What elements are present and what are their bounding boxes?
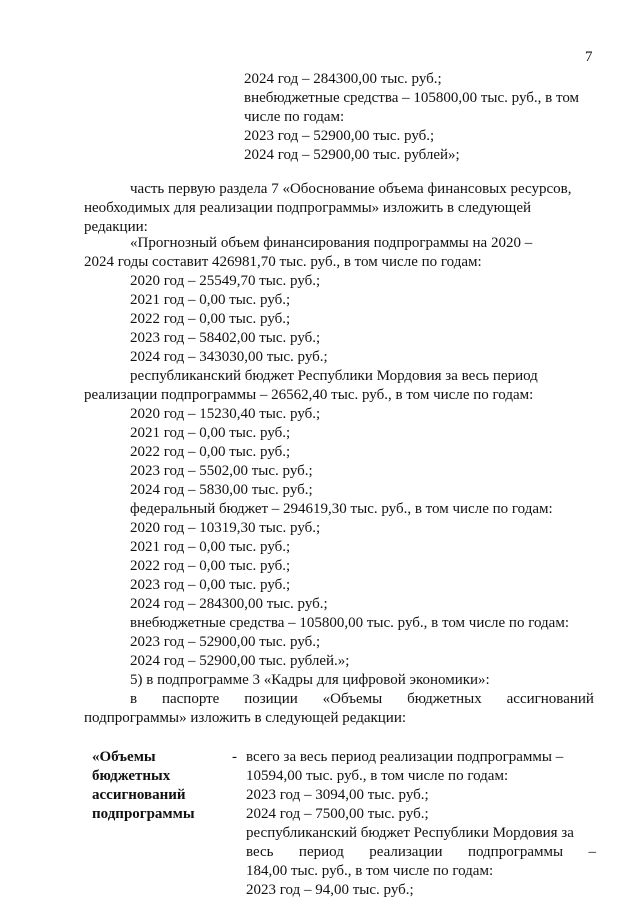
table-value-text: всего за весь период реализации подпрограммы – (246, 749, 564, 765)
year-line: 2022 год – 0,00 тыс. руб.; (130, 558, 291, 574)
table-dash: - (232, 749, 237, 765)
paragraph-line: часть первую раздела 7 «Обоснование объема финансовых ресурсов, (130, 181, 572, 197)
word: период (298, 844, 344, 860)
word: подпрограммы (467, 844, 564, 860)
paragraph-line: 5) в подпрограмме 3 «Кадры для цифровой экономики»: (130, 672, 490, 688)
year-line: 2023 год – 52900,00 тыс. руб.; (130, 634, 321, 650)
year-line: 2024 год – 52900,00 тыс. рублей.»; (130, 653, 350, 669)
table-label-line: бюджетных (92, 768, 171, 784)
paragraph-line: реализации подпрограммы – 26562,40 тыс. руб., в том числе по годам: (84, 387, 534, 403)
table-value-line (246, 843, 596, 861)
year-line: 2020 год – 25549,70 тыс. руб.; (130, 273, 321, 289)
word: – (588, 844, 596, 860)
word: реализации (369, 844, 443, 860)
paragraph-line: редакции: (84, 219, 148, 235)
text-line: числе по годам: (244, 109, 345, 125)
table-value-line: 2024 год – 7500,00 тыс. руб.; (246, 806, 429, 822)
word: в (130, 691, 138, 707)
word: бюджетных (407, 691, 482, 707)
text-line: 2024 год – 52900,00 тыс. рублей»; (244, 147, 460, 163)
table-value-line: республиканский бюджет Республики Мордовия за (246, 825, 574, 841)
word: позиции (244, 691, 298, 707)
paragraph-line (130, 690, 594, 708)
table-value-line (246, 748, 596, 766)
word: «Объемы (322, 691, 383, 707)
paragraph-line: федеральный бюджет – 294619,30 тыс. руб., в том числе по годам: (130, 501, 553, 517)
paragraph-line: республиканский бюджет Республики Мордовия за весь период (130, 368, 538, 384)
word: паспорте (161, 691, 220, 707)
table-label-line: ассигнований (92, 787, 186, 803)
year-line: 2021 год – 0,00 тыс. руб.; (130, 425, 291, 441)
text-line (244, 89, 594, 107)
table-label-line: подпрограммы (92, 806, 195, 822)
paragraph-line: внебюджетные средства – 105800,00 тыс. руб., в том числе по годам: (130, 615, 569, 631)
year-line: 2022 год – 0,00 тыс. руб.; (130, 311, 291, 327)
table-value-line: 2023 год – 3094,00 тыс. руб.; (246, 787, 429, 803)
word: весь (246, 844, 274, 860)
table-value-line: 10594,00 тыс. руб., в том числе по годам: (246, 768, 509, 784)
paragraph-line: подпрограммы» изложить в следующей редакции: (84, 710, 407, 726)
year-line: 2023 год – 58402,00 тыс. руб.; (130, 330, 321, 346)
paragraph-line: «Прогнозный объем финансирования подпрограммы на 2020 – (130, 235, 533, 251)
year-line: 2024 год – 343030,00 тыс. руб.; (130, 349, 328, 365)
page-number: 7 (585, 49, 593, 65)
paragraph-line: необходимых для реализации подпрограммы» изложить в следующей (84, 200, 532, 216)
year-line: 2023 год – 0,00 тыс. руб.; (130, 577, 291, 593)
table-value-line: 2023 год – 94,00 тыс. руб.; (246, 882, 414, 898)
year-line: 2020 год – 10319,30 тыс. руб.; (130, 520, 321, 536)
table-value-line: 184,00 тыс. руб., в том числе по годам: (246, 863, 494, 879)
year-line: 2023 год – 5502,00 тыс. руб.; (130, 463, 313, 479)
year-line: 2020 год – 15230,40 тыс. руб.; (130, 406, 321, 422)
paragraph-line: 2024 годы составит 426981,70 тыс. руб., в том числе по годам: (84, 254, 482, 270)
year-line: 2024 год – 5830,00 тыс. руб.; (130, 482, 313, 498)
year-line: 2022 год – 0,00 тыс. руб.; (130, 444, 291, 460)
text-line: 2024 год – 284300,00 тыс. руб.; (244, 71, 442, 87)
table-label-line: «Объемы (92, 749, 156, 765)
year-line: 2024 год – 284300,00 тыс. руб.; (130, 596, 328, 612)
year-line: 2021 год – 0,00 тыс. руб.; (130, 292, 291, 308)
year-line: 2021 год – 0,00 тыс. руб.; (130, 539, 291, 555)
word: ассигнований (506, 691, 594, 707)
text-line: 2023 год – 52900,00 тыс. руб.; (244, 128, 435, 144)
justified-line-text: внебюджетные средства – 105800,00 тыс. руб., в том (244, 90, 580, 106)
